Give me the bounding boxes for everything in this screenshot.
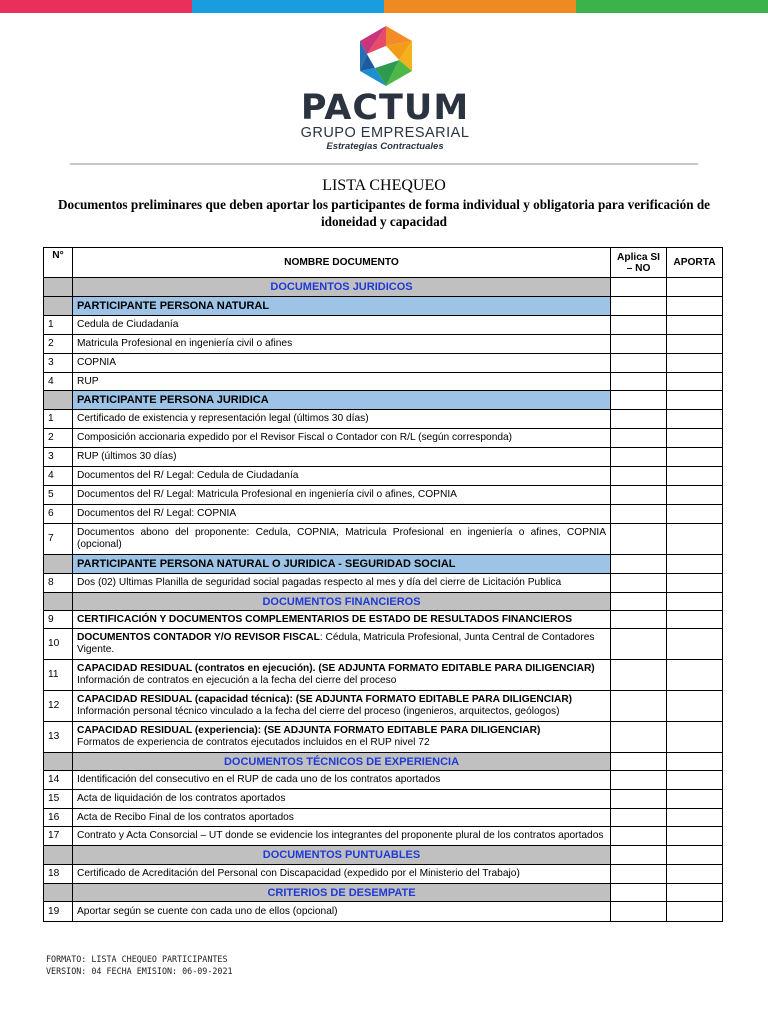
pactum-hexagon-icon (355, 24, 417, 94)
item-description (73, 335, 611, 354)
aplica-cell[interactable] (611, 429, 667, 448)
aporta-cell[interactable] (667, 611, 723, 629)
table-row (44, 574, 723, 593)
aplica-cell[interactable] (611, 410, 667, 429)
item-description (73, 865, 611, 884)
section-row (44, 753, 723, 771)
logo-brand-name: PACTUM (300, 88, 470, 128)
item-description (73, 354, 611, 373)
aplica-cell[interactable] (611, 902, 667, 922)
color-bar-blue (192, 0, 384, 13)
item-number: 9 (44, 611, 73, 629)
row-blank-cell (44, 593, 73, 611)
aporta-cell[interactable] (667, 448, 723, 467)
aplica-cell[interactable] (611, 884, 667, 902)
item-description-text: Certificado de existencia y representación legal (últimos 30 días) (77, 413, 369, 424)
subsection-title: PARTICIPANTE PERSONA NATURAL O JURIDICA - SEGURIDAD SOCIAL (73, 555, 611, 574)
item-description (73, 809, 611, 827)
document-subtitle: Documentos preliminares que deben aportar los participantes de forma individual y obligatoria para verificación de idoneidad y capacidad (57, 197, 711, 229)
item-description (73, 722, 611, 753)
item-number: 18 (44, 865, 73, 884)
table-row (44, 373, 723, 391)
item-description (73, 467, 611, 486)
item-number: 15 (44, 790, 73, 809)
aporta-cell[interactable] (667, 865, 723, 884)
aporta-cell[interactable] (667, 505, 723, 524)
header-divider (70, 163, 698, 165)
aporta-cell[interactable] (667, 391, 723, 410)
table-row (44, 809, 723, 827)
aporta-cell[interactable] (667, 555, 723, 574)
item-number: 1 (44, 410, 73, 429)
item-description-bold: CAPACIDAD RESIDUAL (contratos en ejecución). (SE ADJUNTA FORMATO EDITABLE PARA DILIGENCIAR) (77, 663, 595, 674)
item-number: 8 (44, 574, 73, 593)
document-title: LISTA CHEQUEO (322, 177, 446, 194)
row-blank-cell (44, 846, 73, 865)
header-aplica: Aplica SI – NO (611, 248, 667, 278)
header-number: N° (44, 248, 73, 278)
row-blank-cell (44, 391, 73, 410)
aporta-cell[interactable] (667, 790, 723, 809)
subsection-title: PARTICIPANTE PERSONA NATURAL (73, 297, 611, 316)
aplica-cell[interactable] (611, 790, 667, 809)
table-header-row (44, 248, 723, 278)
item-description (73, 771, 611, 790)
aporta-cell[interactable] (667, 297, 723, 316)
aplica-cell[interactable] (611, 629, 667, 660)
company-logo (300, 24, 470, 154)
section-title: CRITERIOS DE DESEMPATE (73, 884, 611, 902)
item-number: 6 (44, 505, 73, 524)
item-description (73, 316, 611, 335)
aplica-cell[interactable] (611, 391, 667, 410)
section-title: DOCUMENTOS TÉCNICOS DE EXPERIENCIA (73, 753, 611, 771)
aporta-cell[interactable] (667, 629, 723, 660)
item-description-bold: CAPACIDAD RESIDUAL (capacidad técnica): (SE ADJUNTA FORMATO EDITABLE PARA DILIGENCIAR) (77, 694, 573, 705)
table-row (44, 827, 723, 846)
aporta-cell[interactable] (667, 335, 723, 354)
item-description-text: Información personal técnico vinculado a la fecha del cierre del proceso (ingenieros, arquitectos, geólogos) (77, 706, 560, 717)
item-number: 2 (44, 429, 73, 448)
item-description-bold: CERTIFICACIÓN Y DOCUMENTOS COMPLEMENTARIOS DE ESTADO DE RESULTADOS FINANCIEROS (77, 613, 573, 625)
item-description-bold: CAPACIDAD RESIDUAL (experiencia): (SE ADJUNTA FORMATO EDITABLE PARA DILIGENCIAR) (77, 725, 541, 736)
table-row (44, 505, 723, 524)
item-description (73, 827, 611, 846)
row-blank-cell (44, 555, 73, 574)
item-description-text: Documentos del R/ Legal: Cedula de Ciudadanía (77, 470, 299, 481)
aplica-cell[interactable] (611, 865, 667, 884)
item-number: 19 (44, 902, 73, 922)
item-number: 5 (44, 486, 73, 505)
item-description-text: RUP (77, 375, 99, 387)
aporta-cell[interactable] (667, 373, 723, 391)
table-row (44, 448, 723, 467)
item-number: 4 (44, 467, 73, 486)
color-bar-orange (384, 0, 576, 13)
footer-format: FORMATO: LISTA CHEQUEO PARTICIPANTES (46, 954, 228, 964)
item-description-text: Certificado de Acreditación del Personal con Discapacidad (expedido por el Ministerio del Trabajo) (77, 868, 520, 879)
table-row (44, 524, 723, 555)
subsection-row (44, 297, 723, 316)
item-number: 12 (44, 691, 73, 722)
item-description-text: Identificación del consecutivo en el RUP de cada uno de los contratos aportados (77, 774, 441, 785)
aplica-cell[interactable] (611, 278, 667, 297)
subsection-title: PARTICIPANTE PERSONA JURIDICA (73, 391, 611, 410)
aplica-cell[interactable] (611, 354, 667, 373)
item-description (73, 486, 611, 505)
item-description-text: Contrato y Acta Consorcial – UT donde se evidencie los integrantes del proponente plural de los contratos aportados (77, 830, 604, 841)
item-description (73, 410, 611, 429)
aporta-cell[interactable] (667, 410, 723, 429)
table-row (44, 865, 723, 884)
aplica-cell[interactable] (611, 335, 667, 354)
table-row (44, 486, 723, 505)
table-row (44, 611, 723, 629)
item-description-text: Información de contratos en ejecución a la fecha del cierre del proceso (77, 675, 397, 686)
item-description (73, 505, 611, 524)
item-description-text: Documentos del R/ Legal: Matricula Profesional en ingeniería civil o afines, COPNIA (77, 489, 457, 500)
item-description (73, 574, 611, 593)
item-description-text: Formatos de experiencia de contratos ejecutados incluidos en el RUP nivel 72 (77, 737, 430, 748)
item-description-text: Cedula de Ciudadanía (77, 319, 179, 330)
table-row (44, 429, 723, 448)
table-row (44, 691, 723, 722)
aplica-cell[interactable] (611, 593, 667, 611)
item-number: 11 (44, 660, 73, 691)
item-description (73, 790, 611, 809)
table-row (44, 660, 723, 691)
aplica-cell[interactable] (611, 505, 667, 524)
aporta-cell[interactable] (667, 846, 723, 865)
aplica-cell[interactable] (611, 691, 667, 722)
aplica-cell[interactable] (611, 722, 667, 753)
aporta-cell[interactable] (667, 486, 723, 505)
aplica-cell[interactable] (611, 846, 667, 865)
item-description-text: RUP (últimos 30 días) (77, 451, 177, 462)
aporta-cell[interactable] (667, 827, 723, 846)
item-description (73, 373, 611, 391)
item-number: 3 (44, 354, 73, 373)
table-row (44, 410, 723, 429)
item-description-text: Aportar según se cuente con cada uno de ellos (opcional) (77, 905, 338, 917)
header-document-name: NOMBRE DOCUMENTO (73, 248, 611, 278)
aporta-cell[interactable] (667, 593, 723, 611)
aplica-cell[interactable] (611, 524, 667, 555)
section-title: DOCUMENTOS PUNTUABLES (73, 846, 611, 865)
aplica-cell[interactable] (611, 660, 667, 691)
aplica-cell[interactable] (611, 827, 667, 846)
item-description-text: Dos (02) Ultimas Planilla de seguridad social pagadas respecto al mes y día del cierre de Licitación Publica (77, 577, 562, 588)
aporta-cell[interactable] (667, 902, 723, 922)
table-row (44, 771, 723, 790)
table-row (44, 335, 723, 354)
aporta-cell[interactable] (667, 316, 723, 335)
item-description (73, 611, 611, 629)
table-row (44, 790, 723, 809)
aplica-cell[interactable] (611, 809, 667, 827)
item-description (73, 524, 611, 555)
item-description-text: Documentos del R/ Legal: COPNIA (77, 508, 237, 519)
item-description (73, 629, 611, 660)
aplica-cell[interactable] (611, 373, 667, 391)
item-description (73, 902, 611, 922)
aporta-cell[interactable] (667, 429, 723, 448)
item-description (73, 691, 611, 722)
footer-version: VERSION: 04 FECHA EMISION: 06-09-2021 (46, 966, 233, 976)
aplica-cell[interactable] (611, 753, 667, 771)
section-row (44, 593, 723, 611)
aplica-cell[interactable] (611, 555, 667, 574)
item-number: 7 (44, 524, 73, 555)
item-number: 1 (44, 316, 73, 335)
subsection-row (44, 391, 723, 410)
aporta-cell[interactable] (667, 884, 723, 902)
aplica-cell[interactable] (611, 486, 667, 505)
item-description-text: Composición accionaria expedido por el Revisor Fiscal o Contador con R/L (según corresponda) (77, 432, 513, 443)
color-bar (0, 0, 768, 13)
aplica-cell[interactable] (611, 316, 667, 335)
item-number: 13 (44, 722, 73, 753)
section-row (44, 846, 723, 865)
checklist-table (43, 247, 723, 922)
item-description-text: Acta de Recibo Final de los contratos aportados (77, 811, 294, 823)
section-title: DOCUMENTOS JURIDICOS (73, 278, 611, 297)
aporta-cell[interactable] (667, 574, 723, 593)
aplica-cell[interactable] (611, 771, 667, 790)
item-description-text: Documentos abono del proponente: Cedula, COPNIA, Matricula Profesional en ingeniería o afines, COPNIA (opcional) (77, 527, 606, 550)
aporta-cell[interactable] (667, 278, 723, 297)
aporta-cell[interactable] (667, 691, 723, 722)
aporta-cell[interactable] (667, 660, 723, 691)
logo-tagline: Estrategias Contractuales (326, 141, 444, 152)
color-bar-green (576, 0, 768, 13)
row-blank-cell (44, 753, 73, 771)
item-number: 17 (44, 827, 73, 846)
item-description (73, 660, 611, 691)
row-blank-cell (44, 278, 73, 297)
aplica-cell[interactable] (611, 574, 667, 593)
item-description-text: Acta de liquidación de los contratos aportados (77, 793, 286, 804)
aplica-cell[interactable] (611, 297, 667, 316)
row-blank-cell (44, 884, 73, 902)
item-description (73, 429, 611, 448)
aplica-cell[interactable] (611, 448, 667, 467)
aporta-cell[interactable] (667, 771, 723, 790)
aporta-cell[interactable] (667, 524, 723, 555)
table-row (44, 316, 723, 335)
item-description (73, 448, 611, 467)
aplica-cell[interactable] (611, 611, 667, 629)
table-row (44, 902, 723, 922)
aporta-cell[interactable] (667, 354, 723, 373)
item-description-text: Matricula Profesional en ingeniería civil o afines (77, 338, 293, 349)
item-number: 10 (44, 629, 73, 660)
item-number: 2 (44, 335, 73, 354)
item-number: 4 (44, 373, 73, 391)
item-number: 14 (44, 771, 73, 790)
item-description-text: COPNIA (77, 357, 117, 368)
header-aporta: APORTA (667, 248, 723, 278)
item-description-text: : Cédula, Matricula Profesional, Junta Central de Contadores Vigente. (77, 632, 595, 655)
table-row (44, 467, 723, 486)
item-number: 3 (44, 448, 73, 467)
subsection-row (44, 555, 723, 574)
aplica-cell[interactable] (611, 467, 667, 486)
color-bar-pink (0, 0, 192, 13)
aporta-cell[interactable] (667, 809, 723, 827)
aporta-cell[interactable] (667, 753, 723, 771)
table-row (44, 354, 723, 373)
table-row (44, 722, 723, 753)
section-title: DOCUMENTOS FINANCIEROS (73, 593, 611, 611)
table-row (44, 629, 723, 660)
aporta-cell[interactable] (667, 467, 723, 486)
section-row (44, 884, 723, 902)
row-blank-cell (44, 297, 73, 316)
item-description-bold: DOCUMENTOS CONTADOR Y/O REVISOR FISCAL (77, 632, 320, 643)
aporta-cell[interactable] (667, 722, 723, 753)
document-footer (46, 953, 233, 977)
logo-subtitle: GRUPO EMPRESARIAL (300, 125, 470, 141)
item-number: 16 (44, 809, 73, 827)
section-row (44, 278, 723, 297)
